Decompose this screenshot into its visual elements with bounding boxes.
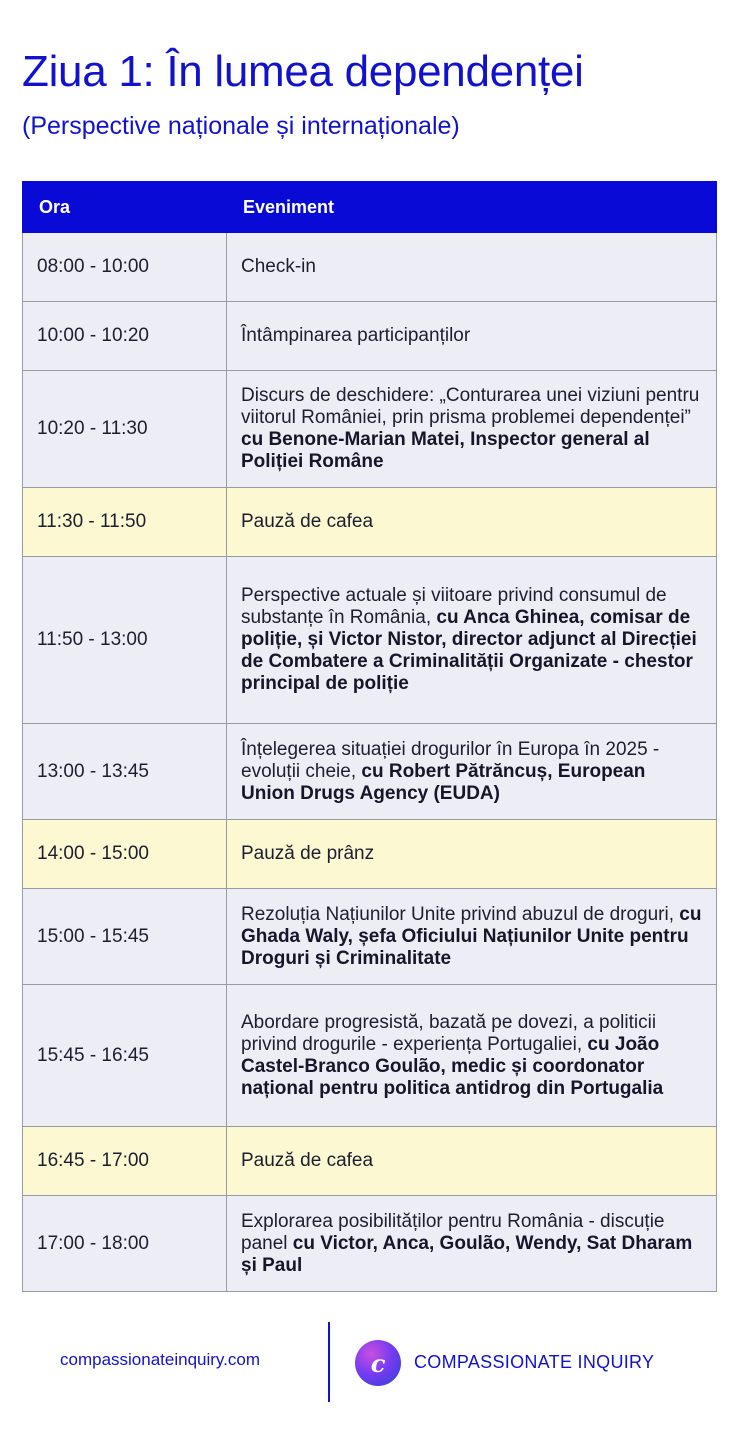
- table-row: [23, 302, 717, 371]
- logo-letter: c: [370, 1348, 386, 1378]
- table-row: [23, 985, 717, 1127]
- event-text: Pauză de prânz: [241, 843, 375, 864]
- event-speaker: cu Ghada Waly, șefa Oficiului Națiunilor Unite pentru Droguri și Criminalitate: [241, 903, 702, 969]
- table-row: [23, 233, 717, 302]
- schedule-table: [22, 181, 717, 1292]
- row-time: 11:50 - 13:00: [23, 557, 227, 724]
- row-event: [227, 302, 717, 371]
- event-speaker: cu Robert Pătrăncuș, European Union Drugs Agency (EUDA): [241, 760, 646, 804]
- event-speaker: cu Anca Ghinea, comisar de poliție, și Victor Nistor, director adjunct al Direcției de Combatere a Criminalității Organizate - chestor principal de poliție: [241, 607, 697, 694]
- row-time: 13:00 - 13:45: [23, 724, 227, 820]
- event-text: Pauză de cafea: [241, 511, 374, 532]
- row-event: [227, 371, 717, 488]
- event-text: Check-in: [241, 256, 316, 277]
- table-row: [23, 889, 717, 985]
- table-row: [23, 1127, 717, 1196]
- column-header-ora: Ora: [23, 182, 227, 233]
- table-row: [23, 724, 717, 820]
- page-subtitle: (Perspective naționale și internaționale): [22, 112, 460, 140]
- row-time: 11:30 - 11:50: [23, 488, 227, 557]
- row-event: [227, 1127, 717, 1196]
- row-time: 08:00 - 10:00: [23, 233, 227, 302]
- row-time: 10:20 - 11:30: [23, 371, 227, 488]
- row-event: [227, 1196, 717, 1292]
- table-header-row: [23, 182, 717, 233]
- website-link[interactable]: compassionateinquiry.com: [60, 1350, 260, 1369]
- row-event: [227, 724, 717, 820]
- row-event: [227, 233, 717, 302]
- row-time: 14:00 - 15:00: [23, 820, 227, 889]
- event-text: Explorarea posibilităților pentru România - discuție panel: [241, 1210, 665, 1254]
- event-text: Discurs de deschidere: „Conturarea unei viziuni pentru viitorul României, prin prisma problemei dependenței”: [241, 385, 700, 428]
- event-text: Perspective actuale și viitoare privind consumul de substanțe în România,: [241, 585, 667, 628]
- row-event: [227, 557, 717, 724]
- row-time: 16:45 - 17:00: [23, 1127, 227, 1196]
- row-time: 17:00 - 18:00: [23, 1196, 227, 1292]
- table-row: [23, 820, 717, 889]
- footer-divider: [328, 1322, 330, 1402]
- brand-name: COMPASSIONATE INQUIRY: [414, 1352, 655, 1372]
- row-event: [227, 488, 717, 557]
- event-text: Întâmpinarea participanților: [241, 325, 471, 346]
- page-title: Ziua 1: În lumea dependenței: [22, 47, 584, 96]
- column-header-eveniment: Eveniment: [227, 182, 717, 233]
- event-speaker: cu Victor, Anca, Goulão, Wendy, Sat Dharam și Paul: [241, 1232, 693, 1276]
- row-event: [227, 820, 717, 889]
- event-text: Abordare progresistă, bazată pe dovezi, a politicii privind drogurile - experiența Portugaliei,: [241, 1011, 657, 1055]
- event-speaker: cu Benone-Marian Matei, Inspector general al Poliției Române: [241, 429, 650, 472]
- table-row: [23, 1196, 717, 1292]
- table-row: [23, 557, 717, 724]
- table-row: [23, 371, 717, 488]
- event-speaker: cu João Castel-Branco Goulão, medic și coordonator național pentru politica antidrog din Portugalia: [241, 1033, 664, 1099]
- table-row: [23, 488, 717, 557]
- ci-circle-logo-icon: [355, 1340, 401, 1386]
- row-event: [227, 889, 717, 985]
- row-event: [227, 985, 717, 1127]
- row-time: 15:45 - 16:45: [23, 985, 227, 1127]
- event-text: Pauză de cafea: [241, 1150, 374, 1171]
- event-text: Rezoluția Națiunilor Unite privind abuzul de droguri,: [241, 903, 680, 925]
- row-time: 10:00 - 10:20: [23, 302, 227, 371]
- row-time: 15:00 - 15:45: [23, 889, 227, 985]
- event-text: Înțelegerea situației drogurilor în Europa în 2025 - evoluții cheie,: [241, 738, 660, 782]
